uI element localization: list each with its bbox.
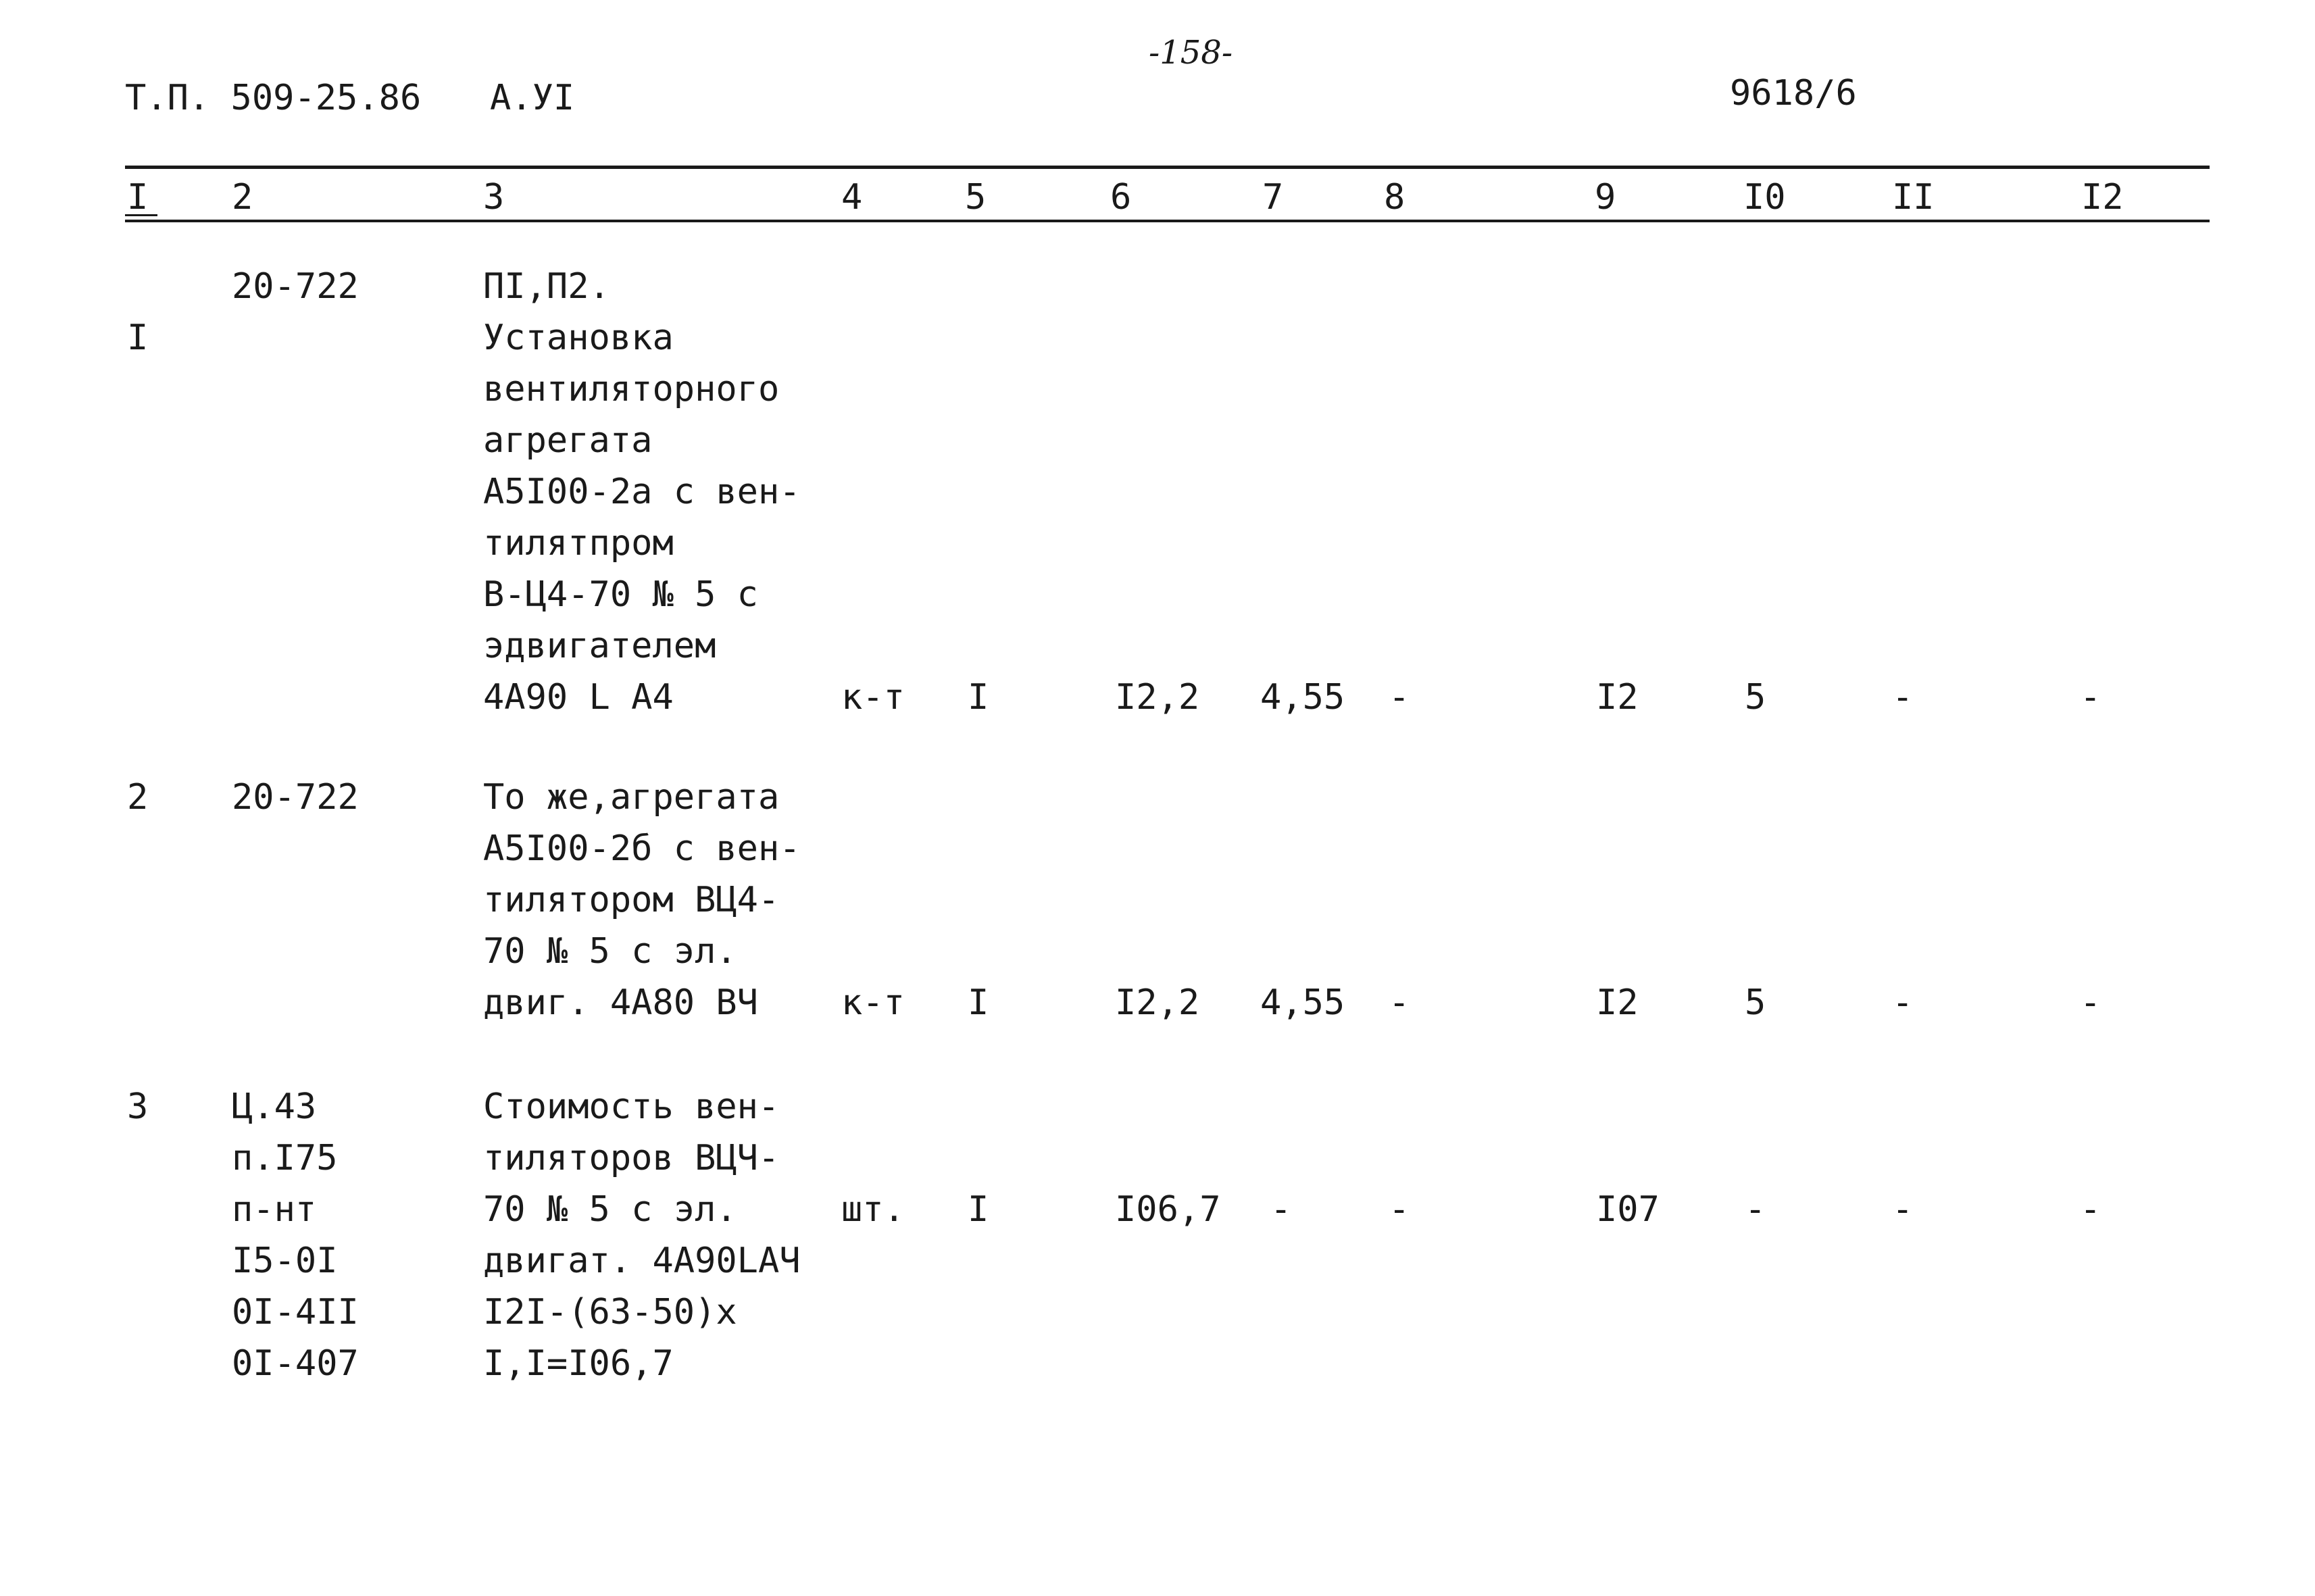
description-line: А5I00-2б с вен- (483, 828, 801, 869)
col11-cell: - (1892, 677, 1914, 718)
col11-cell: - (1892, 982, 1914, 1023)
col6-cell: I06,7 (1115, 1189, 1221, 1230)
row-number: 3 (127, 1087, 149, 1127)
code-line: п-нт (232, 1189, 317, 1230)
row-code (232, 772, 359, 823)
description-line: тилятором ВЦ4- (483, 880, 780, 920)
col-header-4: 4 (841, 177, 863, 218)
description-line: двиг. 4А80 ВЧ (483, 982, 758, 1023)
code-line: 20-722 (232, 266, 359, 307)
sheet-number: 9618/6 (1730, 73, 1857, 114)
col12-cell: - (2080, 677, 2101, 718)
code-line: Ц.43 (232, 1087, 317, 1127)
col12-cell: - (2080, 982, 2101, 1023)
row-code (232, 261, 359, 312)
col7-cell: 4,55 (1260, 677, 1345, 718)
quantity-cell: I (968, 677, 989, 718)
col9-cell: I2 (1596, 982, 1639, 1023)
description-line: 4А90 L А4 (483, 677, 674, 718)
description-line: В-Ц4-70 № 5 с (483, 574, 758, 615)
table-header-rule (125, 220, 2210, 222)
col-header-6: 6 (1110, 177, 1132, 218)
col8-cell: - (1389, 677, 1410, 718)
row-description (483, 772, 801, 1028)
description-line: Стоимость вен- (483, 1087, 780, 1127)
col7-cell: - (1270, 1189, 1292, 1230)
col-header-11: II (1892, 177, 1935, 218)
description-line: тиляторов ВЦЧ- (483, 1138, 780, 1178)
col-header-5: 5 (965, 177, 987, 218)
col-header-12: I2 (2081, 177, 2124, 218)
col10-cell: 5 (1745, 982, 1766, 1023)
code-line: 0I-4II (232, 1292, 359, 1332)
description-line: Установка (483, 318, 674, 358)
description-line: 70 № 5 с эл. (483, 1189, 737, 1230)
col9-cell: I2 (1596, 677, 1639, 718)
col10-cell: 5 (1745, 677, 1766, 718)
row-description (483, 261, 801, 723)
unit-cell: к-т (841, 982, 905, 1023)
col6-cell: I2,2 (1115, 677, 1200, 718)
description-line: I,I=I06,7 (483, 1343, 674, 1384)
row-code (232, 1081, 359, 1389)
col11-cell: - (1892, 1189, 1914, 1230)
page-number: -158- (1149, 34, 1233, 72)
code-line: I5-0I (232, 1241, 338, 1281)
quantity-cell: I (968, 982, 989, 1023)
description-line: I2I-(63-50)x (483, 1292, 737, 1332)
col-header-8: 8 (1384, 177, 1405, 218)
description-line: двигат. 4А90LАЧ (483, 1241, 801, 1281)
description-line: ПI,П2. (483, 266, 610, 307)
col-header-1: I (127, 177, 149, 218)
row-number: I (127, 318, 149, 358)
description-line: тилятпром (483, 523, 674, 564)
row-description (483, 1081, 801, 1389)
description-line: То же,агрегата (483, 777, 780, 818)
row-number: 2 (127, 777, 149, 818)
code-line: п.I75 (232, 1138, 338, 1178)
description-line: А5I00-2а с вен- (483, 472, 801, 512)
table-top-rule (125, 166, 2210, 169)
col8-cell: - (1389, 982, 1410, 1023)
quantity-cell: I (968, 1189, 989, 1230)
col9-cell: I07 (1596, 1189, 1660, 1230)
description-line: вентиляторного (483, 369, 780, 409)
doc-code: Т.П. 509-25.86 (125, 78, 422, 118)
col-header-9: 9 (1595, 177, 1616, 218)
col12-cell: - (2080, 1189, 2101, 1230)
code-line: 0I-407 (232, 1343, 359, 1384)
col-header-7: 7 (1262, 177, 1284, 218)
unit-cell: к-т (841, 677, 905, 718)
col-header-10: I0 (1743, 177, 1786, 218)
description-line: 70 № 5 с эл. (483, 931, 737, 972)
unit-cell: шт. (841, 1189, 905, 1230)
description-line: агрегата (483, 420, 653, 461)
col8-cell: - (1389, 1189, 1410, 1230)
description-line: эдвигателем (483, 626, 716, 666)
col7-cell: 4,55 (1260, 982, 1345, 1023)
code-line: 20-722 (232, 777, 359, 818)
album-code: А.УI (490, 78, 575, 118)
col-header-3: 3 (483, 177, 505, 218)
col6-cell: I2,2 (1115, 982, 1200, 1023)
col-header-2: 2 (232, 177, 253, 218)
col10-cell: - (1745, 1189, 1766, 1230)
